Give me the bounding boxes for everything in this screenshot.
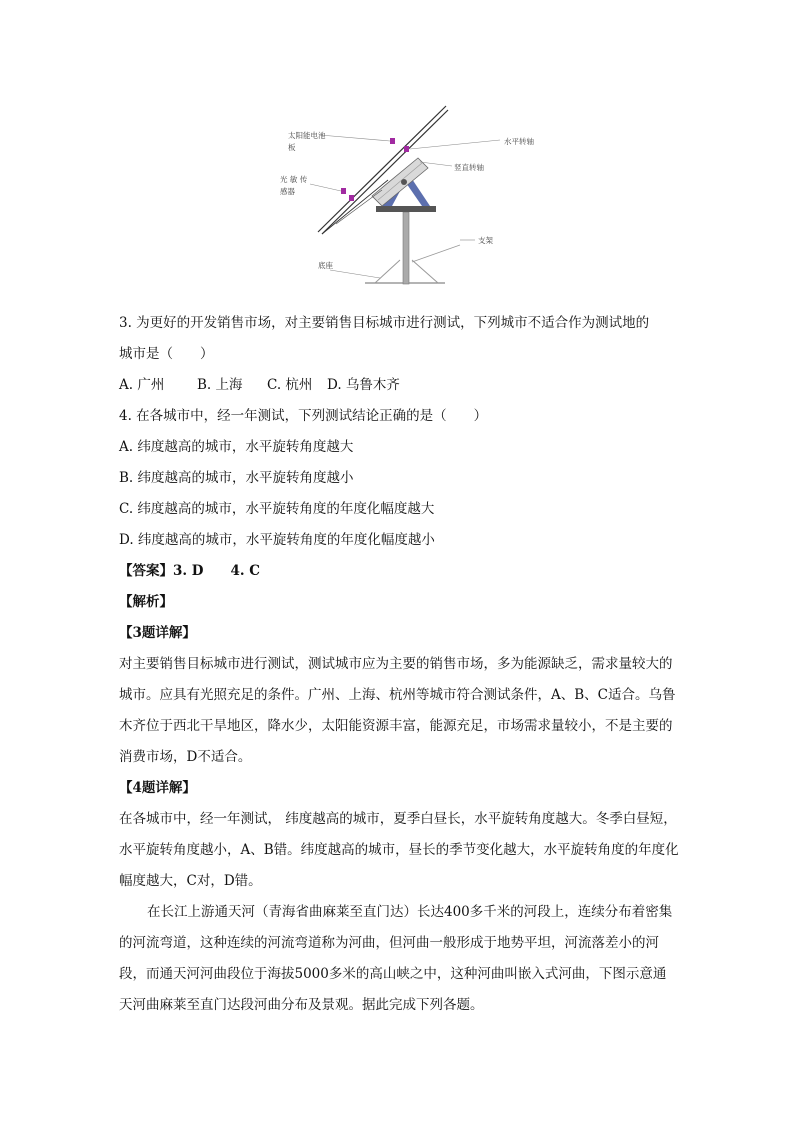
leader-sensor <box>310 184 341 191</box>
q4-option-d: D. 纬度越高的城市，水平旋转角度的年度化幅度越小 <box>119 532 435 548</box>
label-sensor-1: 光 敏 传 <box>280 175 308 184</box>
label-solar-panel-1: 太阳能电池 <box>288 131 326 140</box>
label-solar-panel-2: 板 <box>288 143 296 152</box>
q3-options <box>119 370 679 401</box>
support-leg-left <box>375 260 400 283</box>
leader-panel <box>320 135 390 141</box>
label-horizontal-axis: 水平转轴 <box>504 137 534 146</box>
support-leg-right <box>412 260 438 283</box>
q4-option-a: A. 纬度越高的城市，水平旋转角度越大 <box>119 439 354 455</box>
shaft-hub <box>401 179 407 185</box>
q4-detail-heading: 【4题详解】 <box>119 780 196 796</box>
q3-stem-line1: 3. 为更好的开发销售市场，对主要销售目标城市进行测试，下列城市不适合作为测试地的 <box>119 315 650 331</box>
leader-horizontal-axis <box>410 140 500 149</box>
q3-option-a: A. 广州 <box>119 377 165 393</box>
sensor-axis <box>404 146 409 152</box>
post <box>403 212 409 284</box>
answer-line: 【答案】3. D 4. C <box>119 563 261 579</box>
q4-option-b: B. 纬度越高的城市，水平旋转角度越小 <box>119 470 354 486</box>
label-bracket: 支架 <box>478 236 493 245</box>
label-base: 底座 <box>318 261 333 270</box>
label-vertical-axis: 竖直转轴 <box>454 163 484 172</box>
label-sensor-2: 感器 <box>280 187 295 196</box>
solar-panel-back <box>322 110 448 234</box>
sensor-top <box>390 138 395 144</box>
q3-option-c: C. 杭州 <box>267 377 313 393</box>
support-brace <box>412 245 460 262</box>
sensor-bottom <box>349 195 354 201</box>
q3-stem-line2: 城市是（ ） <box>119 346 214 362</box>
analysis-heading: 【解析】 <box>119 594 173 610</box>
q4-detail-text: 在各城市中，经一年测试， 纬度越高的城市，夏季白昼长，水平旋转角度越大。冬季白昼短，水平旋转角度越小，A、B错。纬度越高的城市，昼长的季节变化越大，水平旋转角度的年度化幅度越大，C对，D错。 <box>119 811 679 889</box>
q3-detail-heading: 【3题详解】 <box>119 625 196 641</box>
document-body <box>119 308 679 1021</box>
solar-tracker-diagram <box>270 100 540 295</box>
q3-option-b: B. 上海 <box>197 377 243 393</box>
q4-option-c: C. 纬度越高的城市，水平旋转角度的年度化幅度越大 <box>119 501 435 517</box>
leader-base <box>330 270 380 278</box>
sensor-mid <box>341 188 346 194</box>
q4-stem: 4. 在各城市中，经一年测试，下列测试结论正确的是（ ） <box>119 408 488 424</box>
q3-option-d: D. 乌鲁木齐 <box>327 377 400 393</box>
platform <box>376 206 436 212</box>
next-question-intro: 在长江上游通天河（青海省曲麻莱至直门达）长达400多千米的河段上，连续分布着密集的河流弯道，这种连续的河流弯道称为河曲，但河曲一般形成于地势平坦，河流落差小的河段，而通天河河曲段位于海拔5000多米的高山峡之中，这种河曲叫嵌入式河曲，下图示意通天河曲麻莱至直门达段河曲分布及景观。据此完成下列各题。 <box>119 904 673 1013</box>
solar-tracker-figure <box>270 100 540 295</box>
q3-detail-text: 对主要销售目标城市进行测试，测试城市应为主要的销售市场，多为能源缺乏，需求量较大的城市。应具有光照充足的条件。广州、上海、杭州等城市符合测试条件，A、B、C适合。乌鲁木齐位于西北干旱地区，降水少，太阳能资源丰富，能源充足，市场需求量较小，不是主要的消费市场，D不适合。 <box>119 656 676 765</box>
